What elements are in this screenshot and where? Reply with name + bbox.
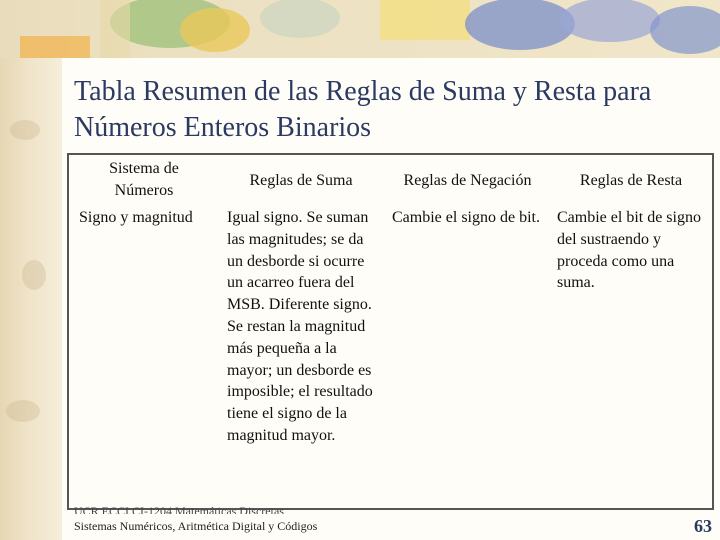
cell-sum-rules: Igual signo. Se suman las magnitudes; se da un desborde si ocurre un acarreo fuera del MSB. Diferente signo. Se restan la magnitud más pequeña a la mayor; un desborde es imposible; el resultado tiene el signo de la magnitud mayor. (227, 209, 373, 444)
cell-number-system: Signo y magnitud (79, 209, 193, 226)
decorative-leaf-banner (0, 0, 720, 58)
footer-course: UCR ECCI CI-1204 Matemáticas Discretas (74, 505, 284, 514)
slide-title: Tabla Resumen de las Reglas de Suma y Resta para Números Enteros Binarios (74, 76, 652, 143)
leaf-illustration (0, 0, 720, 58)
cell-subtraction-rules: Cambie el bit de signo del sustraendo y proceda como una suma. (557, 209, 701, 292)
header-number-system: Sistema de Números (109, 160, 179, 199)
header-subtraction-rules: Reglas de Resta (579, 172, 683, 189)
header-sum-rules: Reglas de Suma (249, 172, 353, 189)
parchment-border (0, 0, 62, 540)
cell-negation-rules: Cambie el signo de bit. (392, 209, 540, 226)
page-number: 63 (694, 516, 712, 536)
footer-text: Sistemas Numéricos, Aritmética Digital y Códigos (74, 519, 318, 533)
header-negation-rules: Reglas de Negación (403, 172, 532, 189)
